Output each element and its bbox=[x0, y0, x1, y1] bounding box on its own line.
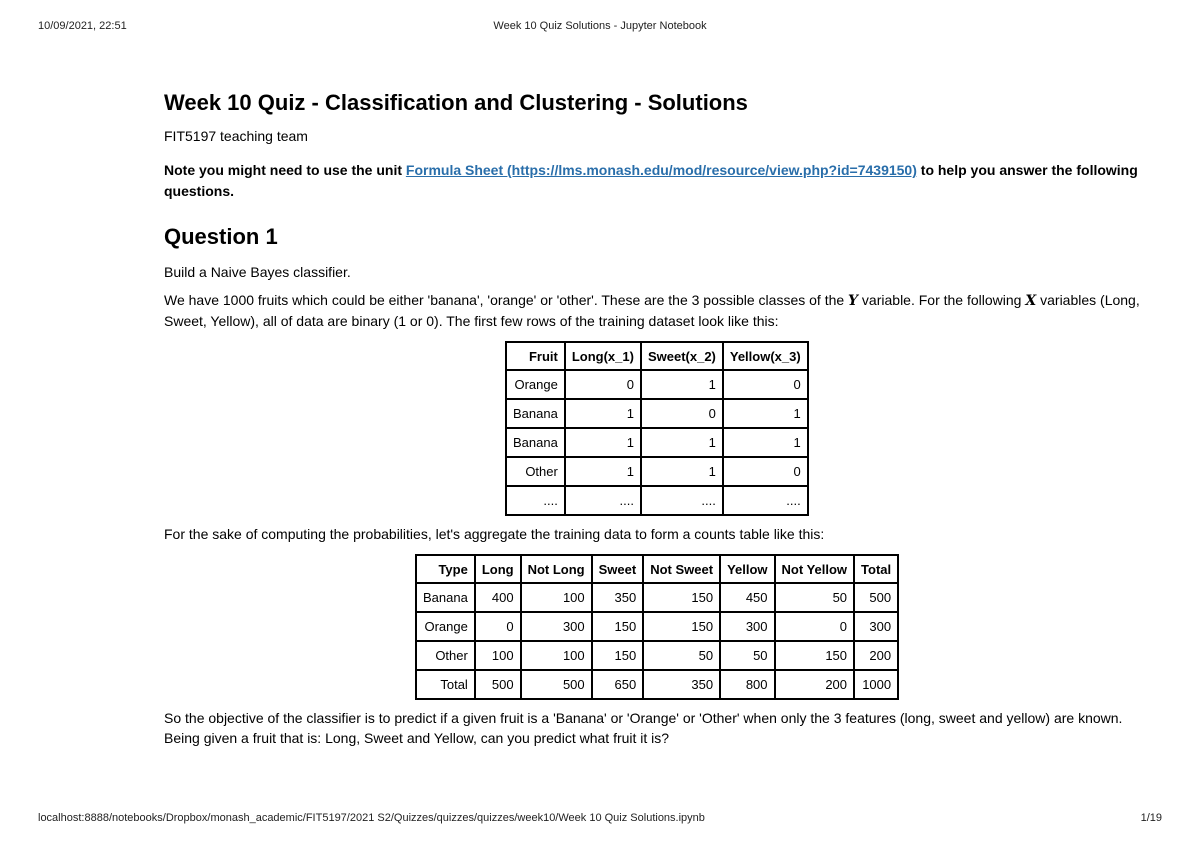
table-cell: 1 bbox=[723, 399, 808, 428]
table-cell: .... bbox=[641, 486, 723, 515]
table-cell: 300 bbox=[720, 612, 774, 641]
variable-x: X bbox=[1025, 293, 1037, 309]
table-cell: Orange bbox=[506, 370, 565, 399]
table-header-cell: Sweet(x_2) bbox=[641, 342, 723, 370]
table-header-cell: Type bbox=[416, 555, 475, 583]
table-cell: 350 bbox=[592, 583, 644, 612]
table-row bbox=[416, 670, 898, 699]
table-cell: 150 bbox=[592, 612, 644, 641]
table-cell: 1 bbox=[565, 457, 641, 486]
desc-part-3: variables (Long, Sweet, Yellow), all of data are binary (1 or 0). The first few rows of the training dataset look like this: bbox=[164, 292, 1140, 329]
table-header-cell: Sweet bbox=[592, 555, 644, 583]
table-cell: .... bbox=[506, 486, 565, 515]
table-cell: 300 bbox=[854, 612, 898, 641]
table-row bbox=[416, 583, 898, 612]
desc-part-2: variable. For the following bbox=[858, 292, 1026, 308]
table-row bbox=[506, 428, 808, 457]
table-row bbox=[416, 641, 898, 670]
notebook-content bbox=[164, 88, 1144, 748]
table-header-cell: Long bbox=[475, 555, 521, 583]
table-cell: 450 bbox=[720, 583, 774, 612]
table-cell: 500 bbox=[521, 670, 592, 699]
table-cell: 800 bbox=[720, 670, 774, 699]
table-cell: 0 bbox=[641, 399, 723, 428]
table-cell: 1 bbox=[641, 457, 723, 486]
training-data-table bbox=[505, 341, 809, 516]
table-cell: 100 bbox=[521, 583, 592, 612]
table-cell: 50 bbox=[720, 641, 774, 670]
table-cell: 0 bbox=[775, 612, 855, 641]
table-cell: .... bbox=[723, 486, 808, 515]
print-datetime: 10/09/2021, 22:51 bbox=[38, 20, 127, 32]
page-number: 1/19 bbox=[1140, 812, 1162, 824]
table-cell: 1 bbox=[723, 428, 808, 457]
table-cell: .... bbox=[565, 486, 641, 515]
table-cell: 350 bbox=[643, 670, 720, 699]
table-cell: 400 bbox=[475, 583, 521, 612]
table-header-cell: Long(x_1) bbox=[565, 342, 641, 370]
formula-sheet-link[interactable]: Formula Sheet (https://lms.monash.edu/mod/resource/view.php?id=7439150) bbox=[405, 162, 917, 178]
table-cell: 0 bbox=[723, 370, 808, 399]
formula-note bbox=[164, 160, 1144, 202]
desc-part-1: We have 1000 fruits which could be either 'banana', 'orange' or 'other'. These are the 3 possible classes of the bbox=[164, 292, 849, 308]
table-cell: 50 bbox=[643, 641, 720, 670]
page-title: Week 10 Quiz - Classification and Clustering - Solutions bbox=[164, 90, 748, 115]
table-cell: Other bbox=[416, 641, 475, 670]
table-cell: 1000 bbox=[854, 670, 898, 699]
training-table-container bbox=[164, 341, 1144, 516]
table-cell: 200 bbox=[775, 670, 855, 699]
table-header-cell: Total bbox=[854, 555, 898, 583]
table-cell: 300 bbox=[521, 612, 592, 641]
table-cell: 100 bbox=[475, 641, 521, 670]
question-1-description bbox=[164, 290, 1144, 331]
question-1-intro: Build a Naive Bayes classifier. bbox=[164, 264, 351, 280]
table-cell: 1 bbox=[641, 370, 723, 399]
print-url: localhost:8888/notebooks/Dropbox/monash_academic/FIT5197/2021 S2/Quizzes/quizzes/quizzes/week10/Week 10 Quiz Solutions.ipynb bbox=[38, 812, 705, 824]
author-line: FIT5197 teaching team bbox=[164, 128, 308, 144]
variable-y: Y bbox=[848, 293, 859, 309]
table-cell: Banana bbox=[506, 399, 565, 428]
table-cell: Banana bbox=[416, 583, 475, 612]
table-row bbox=[506, 486, 808, 515]
table-cell: 150 bbox=[643, 612, 720, 641]
table-cell: 150 bbox=[643, 583, 720, 612]
table-row bbox=[506, 370, 808, 399]
question-1-heading: Question 1 bbox=[164, 224, 278, 249]
classifier-objective: So the objective of the classifier is to predict if a given fruit is a 'Banana' or 'Orange' or 'Other' when only the 3 features (long, sweet and yellow) are known. Being given a fruit that is: Long, Sweet and Yellow, can you predict what fruit it is? bbox=[164, 710, 1123, 746]
table-cell: 500 bbox=[854, 583, 898, 612]
table-row bbox=[506, 399, 808, 428]
counts-table-container bbox=[164, 554, 1144, 700]
table-cell: 100 bbox=[521, 641, 592, 670]
table-cell: 0 bbox=[723, 457, 808, 486]
note-text-after: to help you answer the following questions. bbox=[164, 162, 1138, 199]
table-header-cell: Fruit bbox=[506, 342, 565, 370]
table-cell: Orange bbox=[416, 612, 475, 641]
table-header-cell: Yellow bbox=[720, 555, 774, 583]
table-cell: Other bbox=[506, 457, 565, 486]
counts-table bbox=[415, 554, 899, 700]
table-cell: 50 bbox=[775, 583, 855, 612]
table-cell: Banana bbox=[506, 428, 565, 457]
table-header-cell: Not Sweet bbox=[643, 555, 720, 583]
table-cell: 200 bbox=[854, 641, 898, 670]
table-cell: 0 bbox=[565, 370, 641, 399]
table-header-cell: Yellow(x_3) bbox=[723, 342, 808, 370]
table-header-cell: Not Long bbox=[521, 555, 592, 583]
table-cell: 150 bbox=[775, 641, 855, 670]
table-cell: 1 bbox=[565, 399, 641, 428]
table-cell: 150 bbox=[592, 641, 644, 670]
counts-table-intro: For the sake of computing the probabilities, let's aggregate the training data to form a counts table like this: bbox=[164, 526, 825, 542]
print-footer bbox=[38, 812, 1162, 828]
table-cell: Total bbox=[416, 670, 475, 699]
table-row bbox=[506, 457, 808, 486]
table-cell: 1 bbox=[565, 428, 641, 457]
print-doc-title: Week 10 Quiz Solutions - Jupyter Notebook bbox=[493, 20, 707, 32]
note-text-before: Note you might need to use the unit bbox=[164, 162, 406, 178]
print-header bbox=[38, 20, 1162, 36]
table-row bbox=[416, 612, 898, 641]
table-cell: 0 bbox=[475, 612, 521, 641]
table-cell: 650 bbox=[592, 670, 644, 699]
table-cell: 500 bbox=[475, 670, 521, 699]
table-cell: 1 bbox=[641, 428, 723, 457]
table-header-cell: Not Yellow bbox=[775, 555, 855, 583]
